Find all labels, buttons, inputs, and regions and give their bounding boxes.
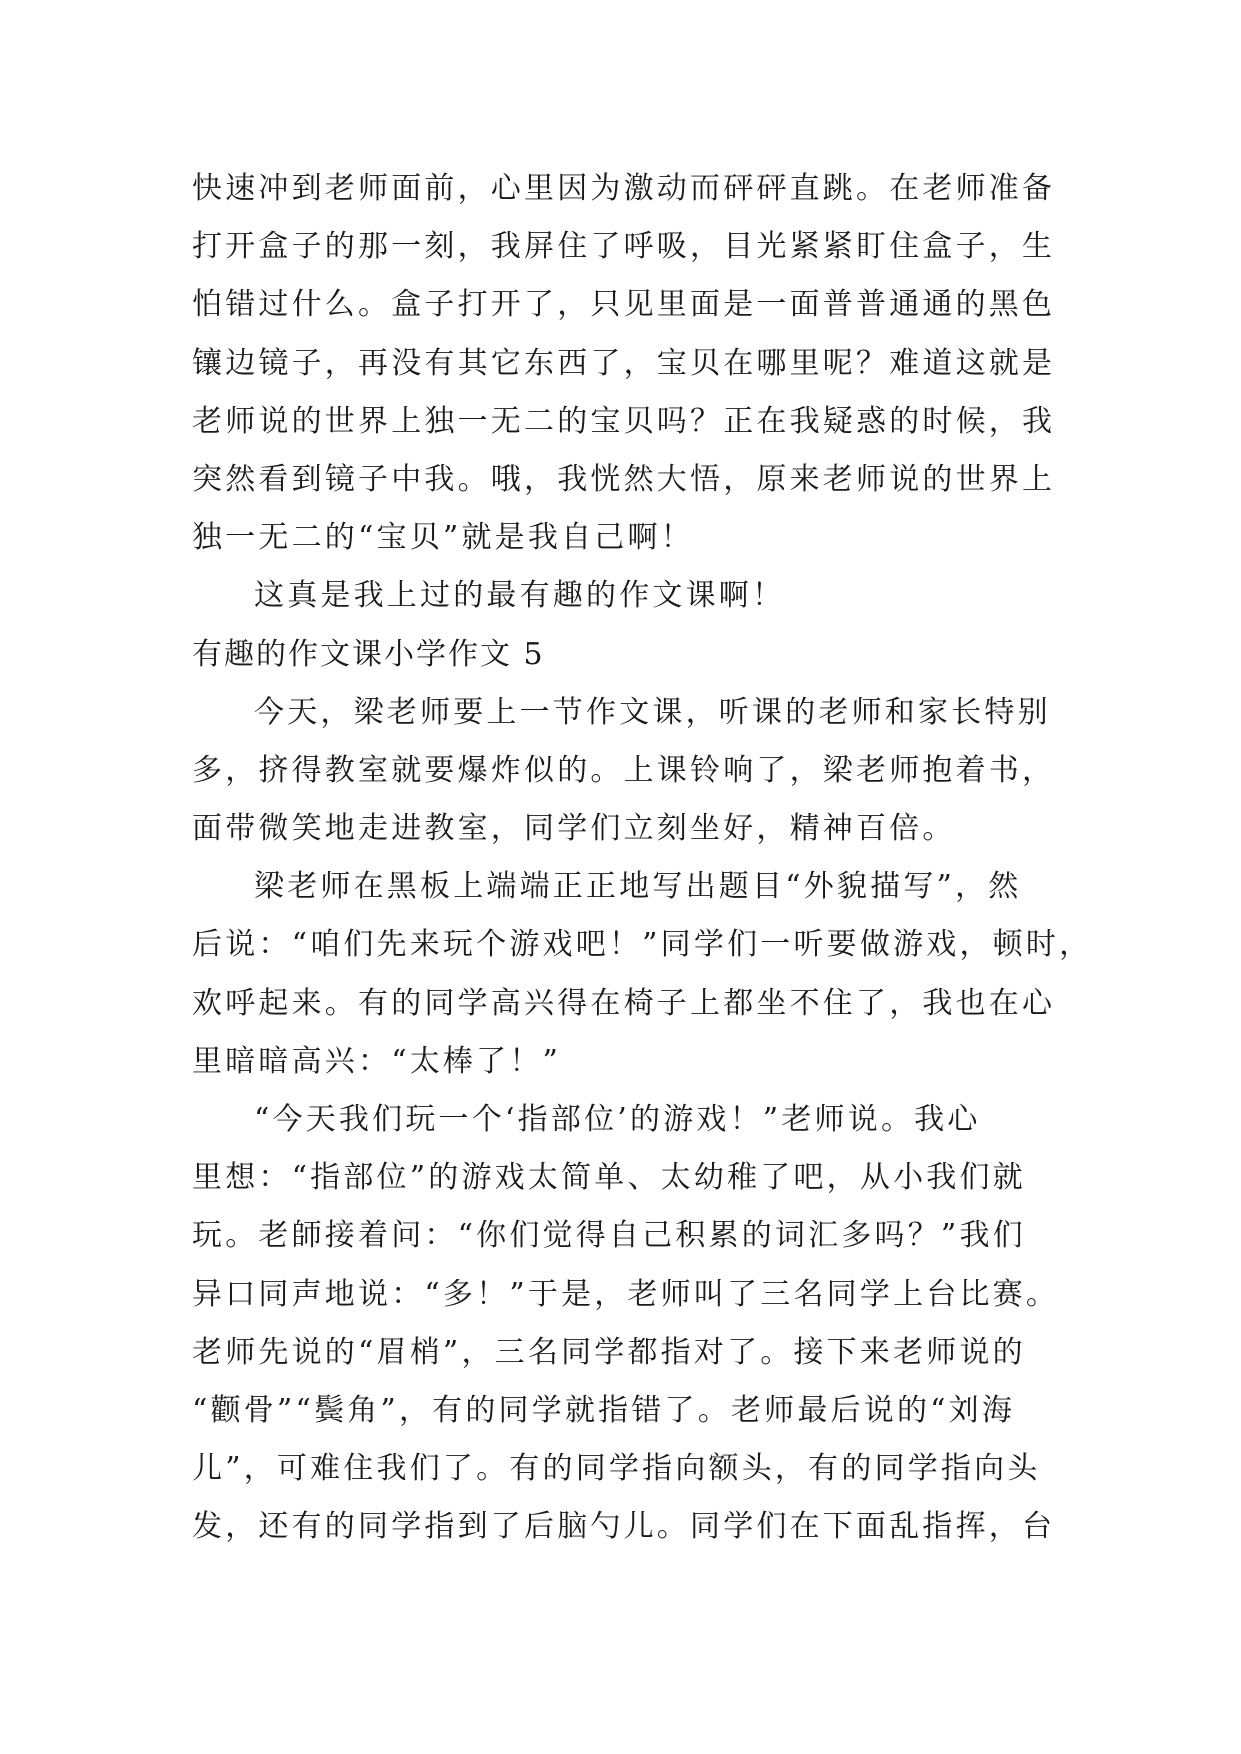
text-line: “颧骨”“鬓角”，有的同学就指错了。老师最后说的“刘海 [192, 1392, 1016, 1428]
text-line: 独一无二的“宝贝”就是我自己啊！ [192, 520, 694, 556]
paragraph-start-line: 梁老师在黑板上端端正正地写出题目“外貌描写”，然 [254, 869, 1022, 905]
text-line: 里想：“指部位”的游戏太简单、太幼稚了吧，从小我们就 [192, 1160, 1026, 1196]
text-line: 快速冲到老师面前，心里因为激动而砰砰直跳。在老师准备 [192, 171, 1056, 206]
essay-text [192, 160, 1093, 1557]
text-line: 后说：“咱们先来玩个游戏吧！”同学们一听要做游戏，顿时， [192, 927, 1093, 963]
text-line: 镶边镜子，再没有其它东西了，宝贝在哪里呢？难道这就是 [192, 345, 1056, 381]
text-line: 玩。老師接着问：“你们觉得自己积累的词汇多吗？”我们 [192, 1218, 1026, 1254]
text-line: 突然看到镜子中我。哦，我恍然大悟，原来老师说的世界上 [192, 461, 1056, 497]
text-line: 儿”，可难住我们了。有的同学指向额头，有的同学指向头 [192, 1451, 1041, 1487]
text-line: 异口同声地说：“多！”于是，老师叫了三名同学上台比赛。 [192, 1276, 1060, 1312]
text-line: 怕错过什么。盒子打开了，只见里面是一面普普通通的黑色 [192, 287, 1056, 323]
paragraph-start-line: “今天我们玩一个‘指部位’的游戏！”老师说。我心 [254, 1102, 981, 1137]
text-line: 发，还有的同学指到了后脑勺儿。同学们在下面乱指挥，台 [192, 1509, 1056, 1545]
text-line: 面带微笑地走进教室，同学们立刻坐好，精神百倍。 [192, 811, 956, 847]
text-line: 欢呼起来。有的同学高兴得在椅子上都坐不住了，我也在心 [192, 985, 1056, 1021]
section-heading: 有趣的作文课小学作文 5 [192, 636, 545, 672]
text-line: 里暗暗高兴：“太棒了！” [192, 1043, 562, 1079]
text-line: 多，挤得教室就要爆炸似的。上课铃响了，梁老师抱着书， [192, 752, 1056, 788]
text-line: 老师先说的“眉梢”，三名同学都指对了。接下来老师说的 [192, 1334, 1026, 1370]
text-line: 老师说的世界上独一无二的宝贝吗？正在我疑惑的时候，我 [192, 403, 1056, 439]
paragraph-start-line: 这真是我上过的最有趣的作文课啊！ [254, 578, 786, 614]
text-line: 打开盒子的那一刻，我屏住了呼吸，目光紧紧盯住盒子，生 [192, 229, 1056, 265]
paragraph-start-line: 今天，梁老师要上一节作文课，听课的老师和家长特别 [254, 694, 1051, 730]
